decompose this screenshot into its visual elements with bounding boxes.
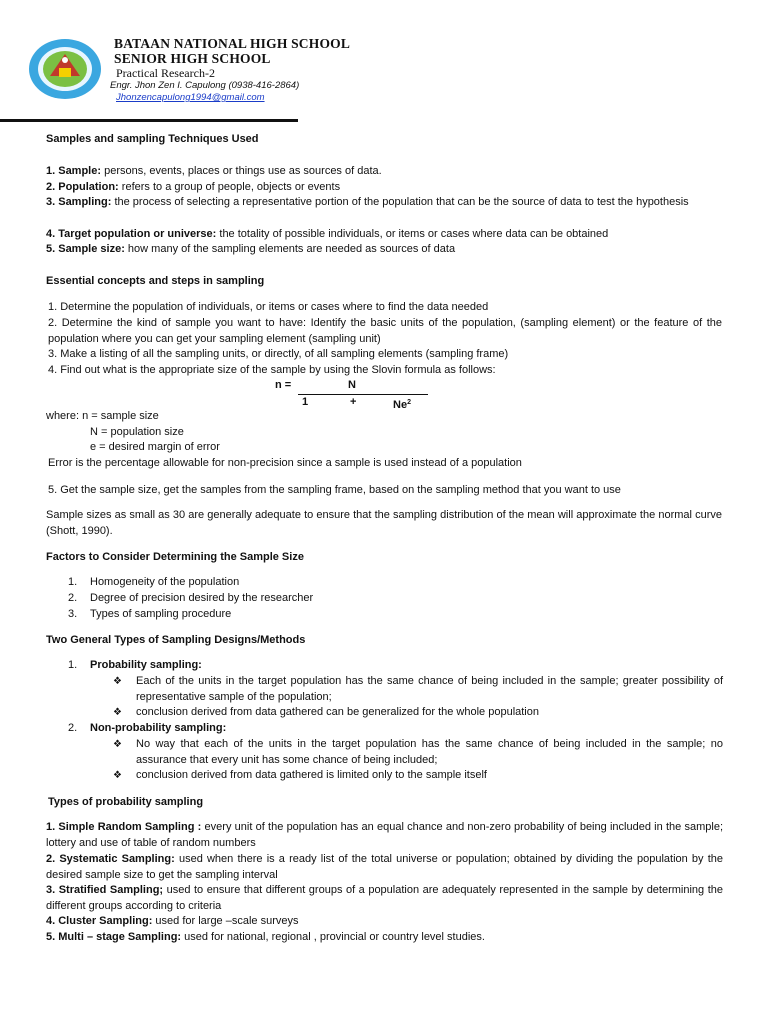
subject-title: Practical Research-2 [116, 66, 215, 80]
formula-lhs: n = [275, 379, 292, 391]
design-bullet-item: conclusion derived from data gathered can be generalized for the whole population [136, 706, 539, 718]
section-title-probability-types: Types of probability sampling [48, 796, 204, 808]
school-logo [28, 38, 102, 100]
factor-number: 2. [68, 592, 78, 604]
sample-size-note: Sample sizes as small as 30 are generally adequate to ensure that the sampling distribution of the mean will approximate the normal curve (Shott, 1990). [46, 509, 722, 537]
school-name [114, 36, 350, 66]
step-item: 2. Determine the kind of sample you want to have: Identify the basic units of the population, (sampling element) or the feature of the population where you can get your sampling element (sampling unit) [48, 317, 722, 345]
author-line: Engr. Jhon Zen I. Capulong (0938-416-2864) [110, 80, 300, 91]
sampling-type-item: 2. Systematic Sampling: used when there is a ready list of the total universe or population; obtained by dividing the population by the desired sample size to get the sampling interval [46, 853, 723, 881]
step-item: 4. Find out what is the appropriate size of the sample by using the Slovin formula as follows: [48, 364, 496, 376]
definition-item: 4. Target population or universe: the totality of possible individuals, or items or cases where data can be obtained [46, 228, 609, 240]
step-item: 3. Make a listing of all the sampling units, or directly, of all sampling elements (sampling frame) [48, 348, 509, 360]
variable-definition: where: n = sample size [46, 410, 159, 422]
formula-numerator: N [348, 379, 356, 391]
design-label-nonprobability: Non-probability sampling: [90, 722, 227, 734]
section-title-samples: Samples and sampling Techniques Used [46, 133, 259, 145]
sampling-type-item: 4. Cluster Sampling: used for large –scale surveys [46, 915, 299, 927]
diamond-bullet-icon: ❖ [113, 770, 122, 781]
design-number: 2. [68, 722, 78, 734]
error-note: Error is the percentage allowable for non-precision since a sample is used instead of a population [48, 457, 522, 469]
school-name-line2: SENIOR HIGH SCHOOL [114, 51, 271, 66]
definition-item: 3. Sampling: the process of selecting a representative portion of the population that can be the source of data to test the hypothesis [46, 196, 689, 208]
step-item: 1. Determine the population of individuals, or items or cases where to find the data needed [48, 301, 489, 313]
definition-item: 2. Population: refers to a group of people, objects or events [46, 181, 341, 193]
sampling-type-item: 3. Stratified Sampling; used to ensure that different groups of a population are adequately represented in the sample by determining the different groups according to criteria [46, 884, 723, 912]
sampling-type-item: 1. Simple Random Sampling : every unit of the population has an equal chance and non-zero probability of being included in the sample; lottery and use of table of random numbers [46, 821, 723, 849]
design-label-probability: Probability sampling: [90, 659, 202, 671]
diamond-bullet-icon: ❖ [113, 676, 122, 687]
formula-plus: + [350, 396, 357, 408]
step-item: 5. Get the sample size, get the samples from the sampling frame, based on the sampling method that you want to use [48, 484, 621, 496]
formula-ne-term: Ne$^2$ [393, 399, 411, 411]
section-title-sampling-designs: Two General Types of Sampling Designs/Methods [46, 634, 306, 646]
formula-denominator-one: 1 [302, 396, 309, 408]
definition-item: 1. Sample: persons, events, places or things use as sources of data. [46, 165, 382, 177]
variable-definition: e = desired margin of error [90, 441, 220, 453]
section-title-essential-concepts: Essential concepts and steps in sampling [46, 275, 265, 287]
header-divider [0, 119, 298, 122]
factor-item: Types of sampling procedure [90, 608, 232, 620]
definition-item: 5. Sample size: how many of the sampling elements are needed as sources of data [46, 243, 456, 255]
design-number: 1. [68, 659, 78, 671]
author-email-link[interactable]: Jhonzencapulong1994@gmail.com [116, 92, 265, 103]
variable-definition: N = population size [90, 426, 184, 438]
school-name-line1: BATAAN NATIONAL HIGH SCHOOL [114, 36, 351, 51]
section-title-factors: Factors to Consider Determining the Sample Size [46, 551, 304, 563]
design-bullet-item: Each of the units in the target population has the same chance of being included in the sample; greater possibility of representative sample of the population; [136, 675, 723, 703]
design-bullet-item: No way that each of the units in the target population has the same chance of being included in the sample; no assurance that every unit has some chance of being included; [136, 738, 723, 766]
sampling-type-item: 5. Multi – stage Sampling: used for national, regional , provincial or country level studies. [46, 931, 485, 943]
factor-number: 3. [68, 608, 78, 620]
factor-item: Homogeneity of the population [90, 576, 240, 588]
diamond-bullet-icon: ❖ [113, 707, 122, 718]
diamond-bullet-icon: ❖ [113, 739, 122, 750]
design-bullet-item: conclusion derived from data gathered is limited only to the sample itself [136, 769, 487, 781]
factor-item: Degree of precision desired by the researcher [90, 592, 314, 604]
factor-number: 1. [68, 576, 78, 588]
